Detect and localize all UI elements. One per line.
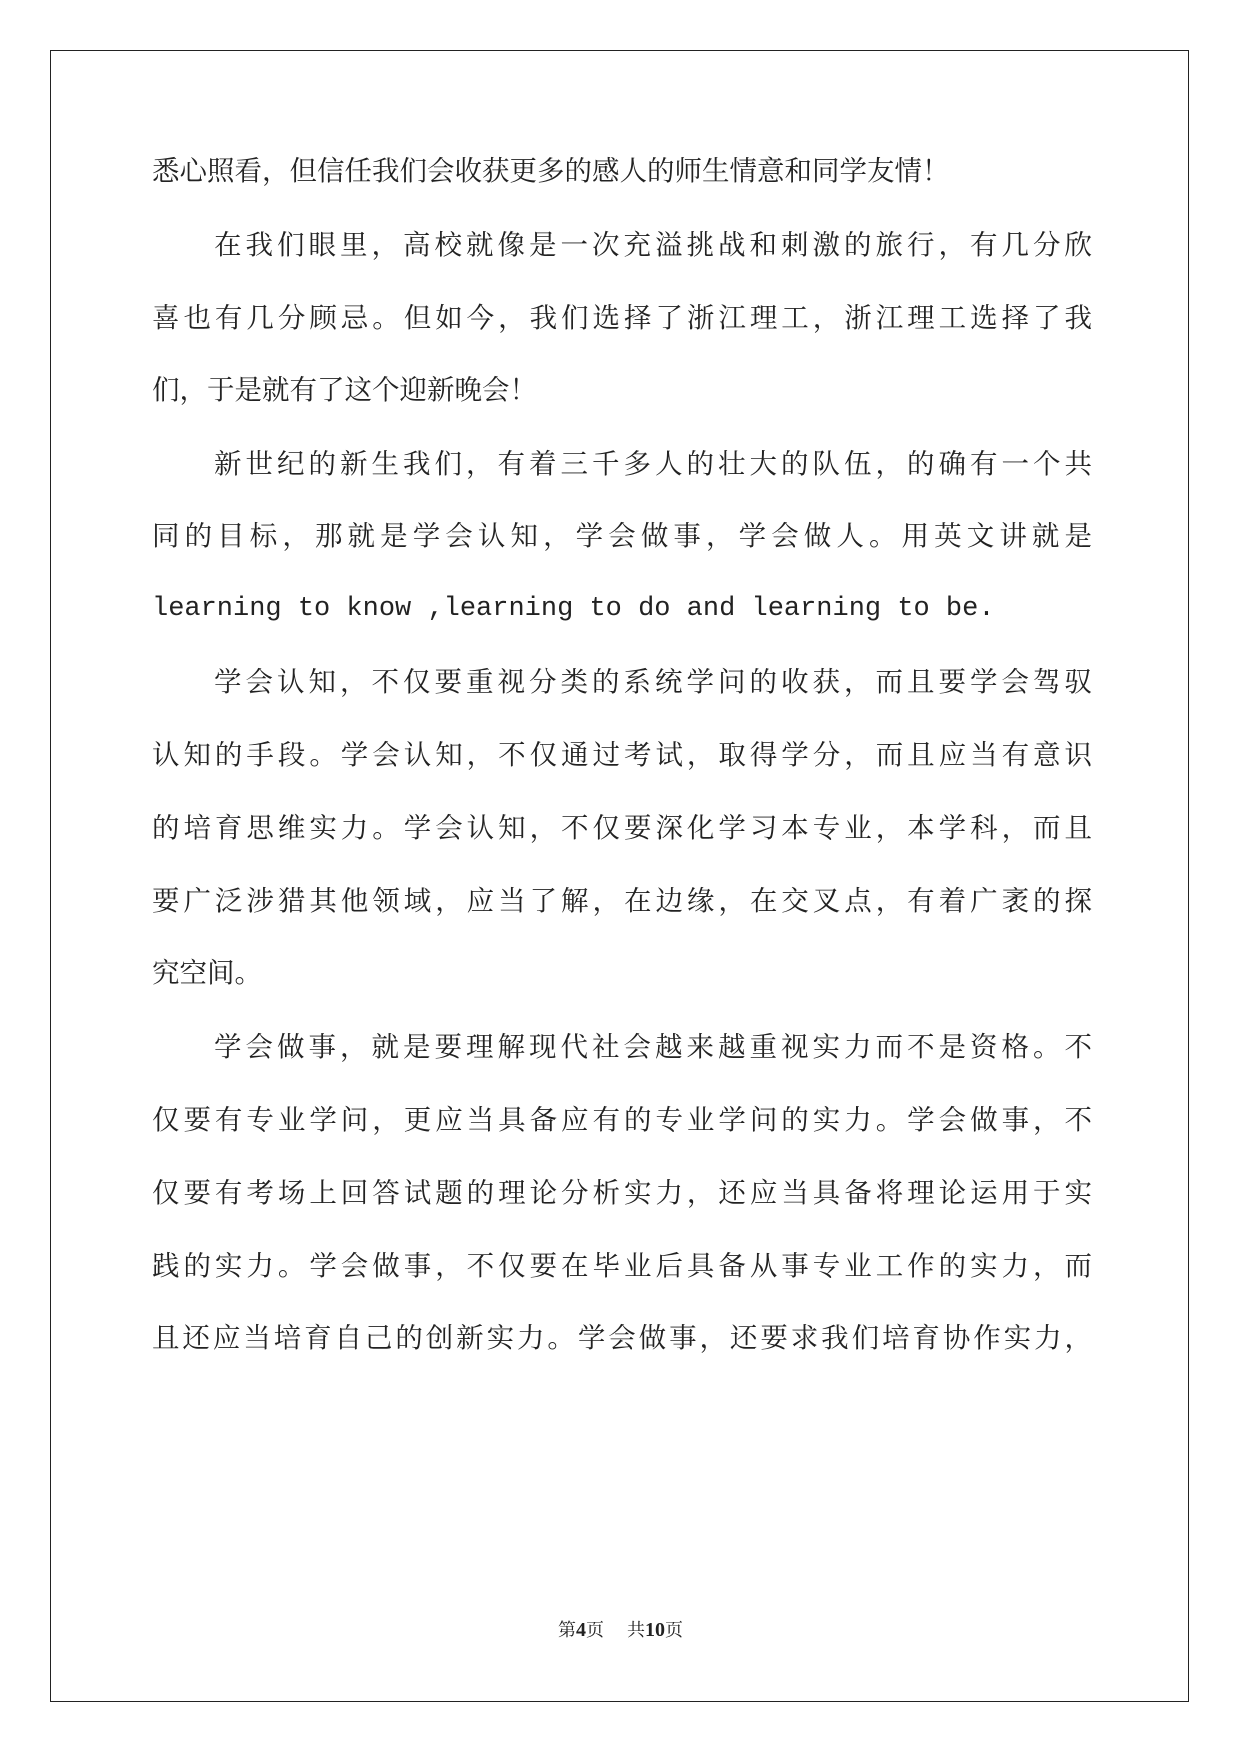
text-line: 且还应当培育自己的创新实力。学会做事，还要求我们培育协作实力， [152,1322,1092,1354]
total-suffix: 页 [664,1620,683,1641]
text-line: 认知的手段。学会认知，不仅通过考试，取得学分，而且应当有意识 [152,739,1092,771]
total-pages: 10 [644,1619,665,1641]
text-line: 的培育思维实力。学会认知，不仅要深化学习本专业，本学科，而且 [152,812,1092,844]
text-line: 悉心照看，但信任我们会收获更多的感人的师生情意和同学友情！ [152,155,950,187]
page-suffix: 页 [586,1620,605,1641]
text-line: 在我们眼里，高校就像是一次充溢挑战和刺激的旅行，有几分欣 [214,229,1092,261]
text-line: learning to know ,learning to do and learning to be. [152,594,995,624]
text-line: 新世纪的新生我们，有着三千多人的壮大的队伍，的确有一个共 [214,448,1092,480]
text-line: 仅要有专业学问，更应当具备应有的专业学问的实力。学会做事，不 [152,1104,1092,1136]
page-border [50,50,1189,1702]
text-line: 学会做事，就是要理解现代社会越来越重视实力而不是资格。不 [214,1031,1092,1063]
page-footer [0,1616,1241,1642]
text-line: 究空间。 [152,957,262,989]
text-line: 们，于是就有了这个迎新晚会！ [152,374,537,406]
text-line: 喜也有几分顾忌。但如今，我们选择了浙江理工，浙江理工选择了我 [152,302,1092,334]
total-prefix: 共 [626,1620,645,1641]
page-number: 4 [576,1619,587,1641]
text-line: 学会认知，不仅要重视分类的系统学问的收获，而且要学会驾驭 [214,666,1092,698]
text-line: 同的目标，那就是学会认知，学会做事，学会做人。用英文讲就是 [152,520,1092,552]
text-line: 仅要有考场上回答试题的理论分析实力，还应当具备将理论运用于实 [152,1177,1092,1209]
page-prefix: 第 [558,1620,577,1641]
text-line: 要广泛涉猎其他领域，应当了解，在边缘，在交叉点，有着广袤的探 [152,885,1092,917]
text-line: 践的实力。学会做事，不仅要在毕业后具备从事专业工作的实力，而 [152,1250,1092,1282]
